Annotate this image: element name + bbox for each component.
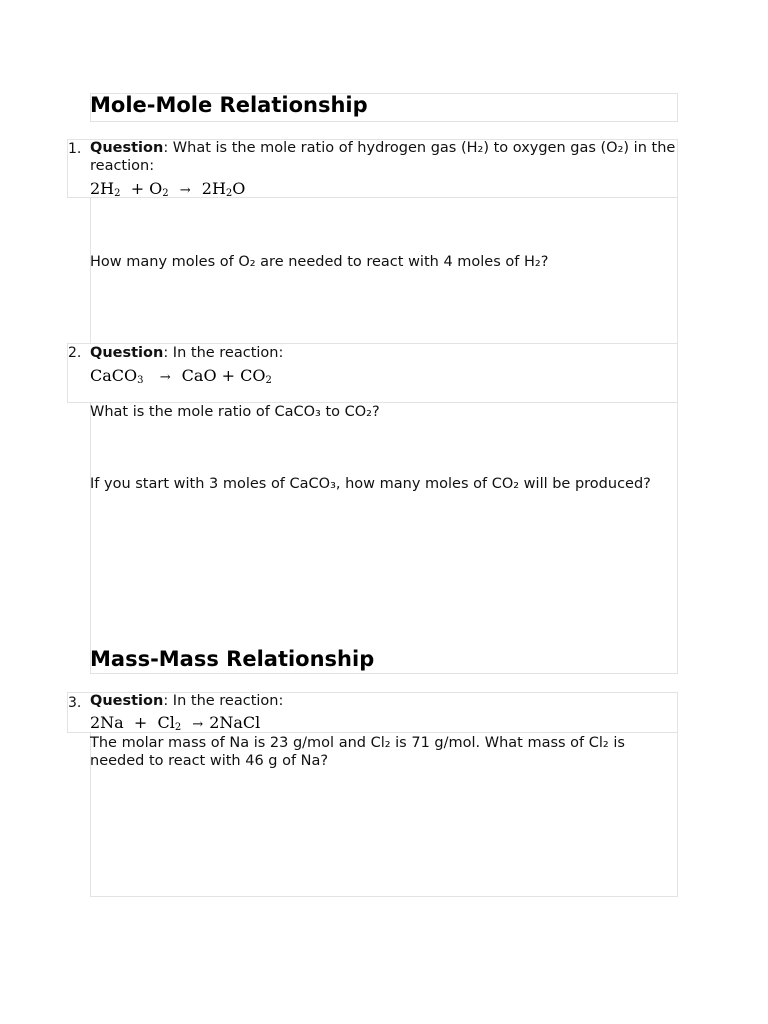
- answer-box[interactable]: [90, 402, 678, 674]
- question-number: 3.: [68, 695, 82, 711]
- question-body: : In the reaction:: [163, 693, 284, 709]
- question-label: Question: [90, 140, 164, 156]
- question-label: Question: [90, 693, 164, 709]
- sub-question: What is the mole ratio of CaCO₃ to CO₂?: [90, 404, 380, 420]
- reaction-arrow: →: [159, 370, 171, 385]
- question-text: [90, 692, 283, 710]
- question-number: 1.: [68, 141, 82, 157]
- question-body: : What is the mole ratio of hydrogen gas (H₂) to oxygen gas (O₂) in the reaction:: [90, 140, 676, 174]
- question-text: [90, 344, 283, 362]
- question-text: [90, 139, 676, 175]
- question-body: : In the reaction:: [163, 345, 284, 361]
- reaction-arrow: →: [179, 183, 191, 198]
- chemical-equation: CaCO$_3$ → CaO + $CO_2$: [90, 366, 272, 386]
- chemical-equation: $2Na + Cl_2$ → 2NaCl: [90, 713, 261, 733]
- question-number: 2.: [68, 345, 82, 361]
- sub-question: The molar mass of Na is 23 g/mol and Cl₂ is 71 g/mol. What mass of Cl₂ is needed to react with 46 g of Na?: [90, 735, 625, 769]
- question-label: Question: [90, 345, 164, 361]
- sub-question: If you start with 3 moles of CaCO₃, how many moles of CO₂ will be produced?: [90, 476, 651, 492]
- section-title-mole-mole: Mole-Mole Relationship: [90, 93, 368, 117]
- sub-question: How many moles of O₂ are needed to react with 4 moles of H₂?: [90, 254, 549, 270]
- section-title-mass-mass: Mass-Mass Relationship: [90, 647, 375, 671]
- chemical-equation: $2H_2 + O_2 \to 2H_2O$: [90, 179, 246, 199]
- reaction-arrow: →: [192, 717, 204, 732]
